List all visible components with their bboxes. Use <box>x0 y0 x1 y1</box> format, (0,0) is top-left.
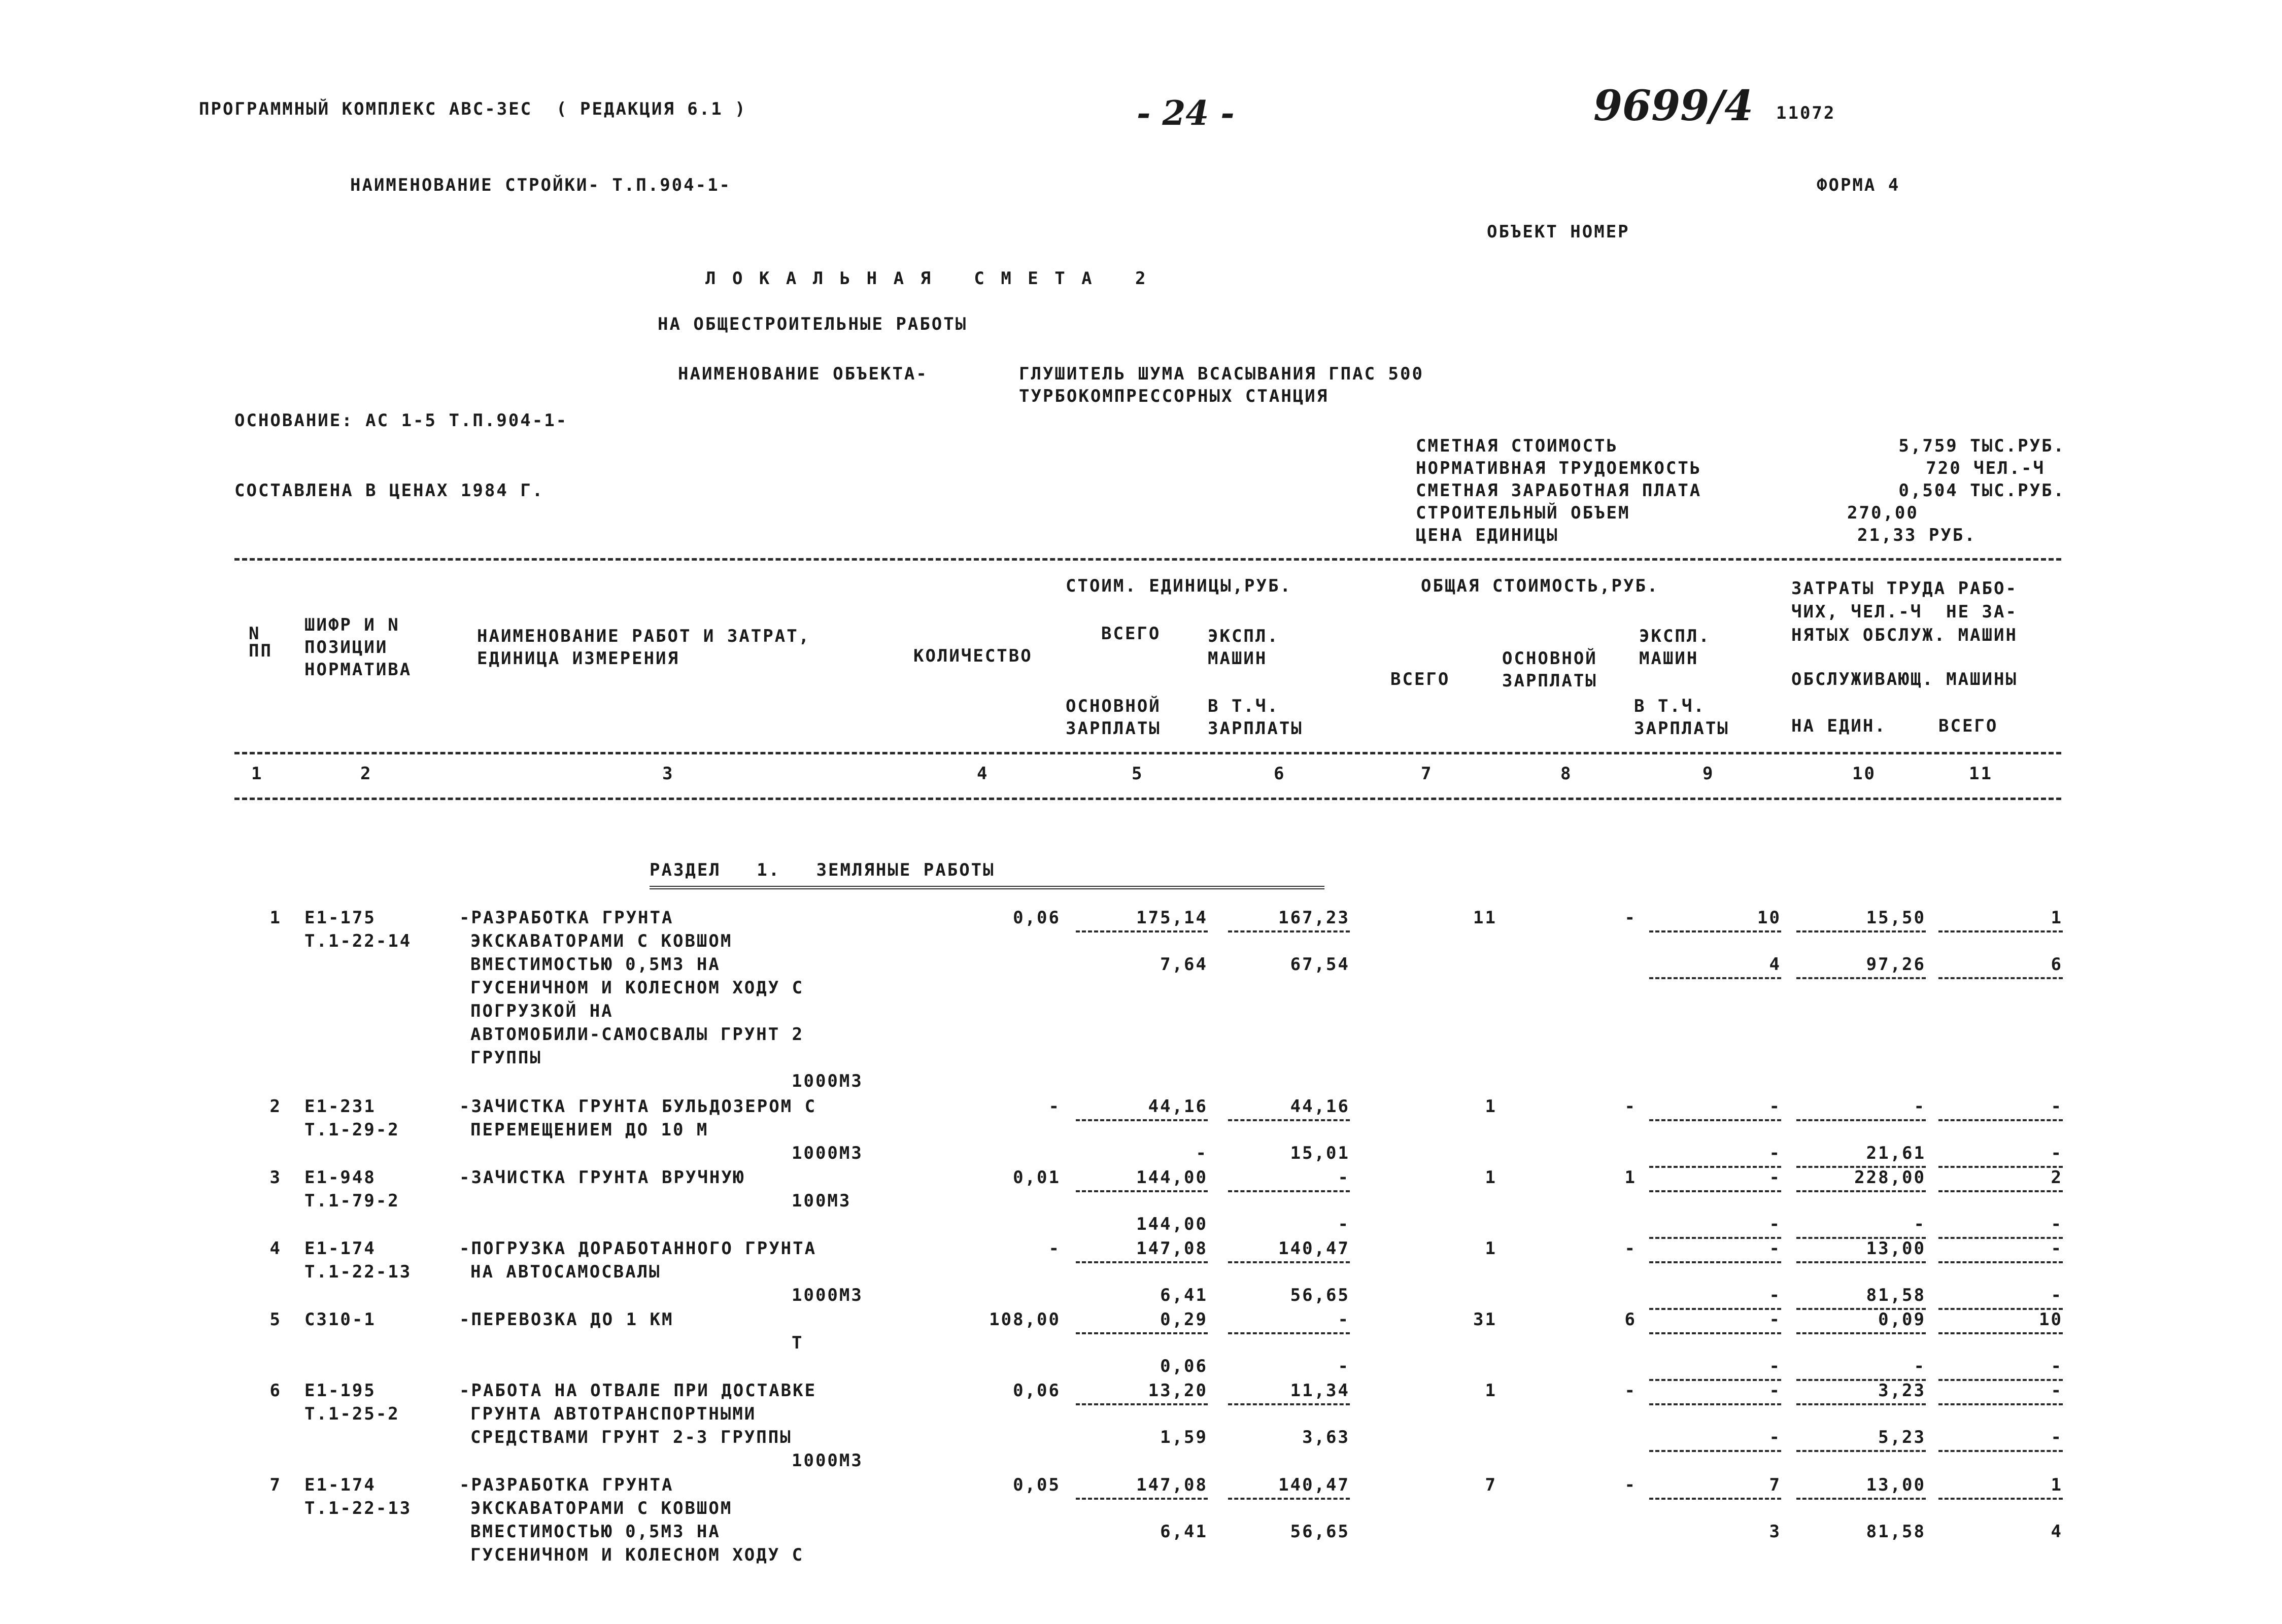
row-code: Е1-948 <box>304 1167 376 1188</box>
row-unit-incl-wage: 56,65 <box>1290 1285 1350 1305</box>
row-labor-per-unit: 3,23 <box>1878 1380 1926 1401</box>
row-unit-total: 0,29 <box>1160 1309 1208 1330</box>
row-description: ГРУНТА АВТОТРАНСПОРТНЫМИ <box>470 1404 757 1424</box>
row-code: Е1-174 <box>304 1475 376 1495</box>
cell-separator <box>1076 1332 1208 1334</box>
row-unit-machines: 140,47 <box>1278 1238 1350 1259</box>
column-number: 10 <box>1852 764 1876 784</box>
total-cost-machines-header: ЭКСПЛ. МАШИН <box>1639 626 1711 669</box>
col-name-header: НАИМЕНОВАНИЕ РАБОТ И ЗАТРАТ, ЕДИНИЦА ИЗМЕРЕНИЯ <box>477 626 811 669</box>
cell-separator <box>1938 1332 2063 1334</box>
row-total: 11 <box>1473 908 1497 928</box>
row-unit-incl-wage: 15,01 <box>1290 1143 1350 1163</box>
row-description: -РАБОТА НА ОТВАЛЕ ПРИ ДОСТАВКЕ <box>459 1380 817 1401</box>
price-level-line: СОСТАВЛЕНА В ЦЕНАХ 1984 Г. <box>234 480 544 501</box>
column-number: 11 <box>1969 764 1993 784</box>
row-unit-total: 175,14 <box>1136 908 1208 928</box>
row-description: ГУСЕНИЧНОМ И КОЛЕСНОМ ХОДУ С <box>470 978 804 998</box>
row-total-incl-wage: - <box>1769 1427 1781 1447</box>
cell-separator <box>1938 977 2063 979</box>
summary-value: 5,759 ТЫС.РУБ. <box>1898 436 2065 456</box>
row-labor-total: - <box>2051 1238 2063 1259</box>
row-labor-total: - <box>2051 1380 2063 1401</box>
row-code: С310-1 <box>304 1309 376 1330</box>
row-quantity: 0,05 <box>1013 1475 1061 1495</box>
row-description: -ЗАЧИСТКА ГРУНТА БУЛЬДОЗЕРОМ С <box>459 1096 817 1117</box>
row-total-wage: - <box>1624 1380 1637 1401</box>
row-description: ГУСЕНИЧНОМ И КОЛЕСНОМ ХОДУ С <box>470 1545 804 1565</box>
cell-separator <box>1938 1261 2063 1263</box>
cell-separator <box>1796 977 1926 979</box>
form-label: ФОРМА 4 <box>1817 175 1900 195</box>
row-total-machines: - <box>1769 1096 1781 1117</box>
summary-label: СТРОИТЕЛЬНЫЙ ОБЪЕМ <box>1416 503 1630 523</box>
summary-label: СМЕТНАЯ ЗАРАБОТНАЯ ПЛАТА <box>1416 480 1702 501</box>
total-cost-wage-header: ОСНОВНОЙ ЗАРПЛАТЫ <box>1502 648 1597 692</box>
row-total-machines: - <box>1769 1238 1781 1259</box>
cell-separator <box>1649 1379 1781 1381</box>
cell-separator <box>1796 1119 1926 1121</box>
column-number: 7 <box>1421 764 1433 784</box>
summary-value: 270,00 <box>1847 503 1919 523</box>
row-quantity: 0,06 <box>1013 908 1061 928</box>
row-machine-labor-total: - <box>2051 1285 2063 1305</box>
cell-separator <box>1228 1190 1350 1192</box>
row-unit: 1000М3 <box>792 1143 863 1163</box>
row-number: 5 <box>269 1309 282 1330</box>
row-machine-labor-total: - <box>2051 1214 2063 1234</box>
row-number: 7 <box>269 1475 282 1495</box>
row-total: 31 <box>1473 1309 1497 1330</box>
cell-separator <box>1649 1261 1781 1263</box>
row-labor-per-unit: 13,00 <box>1866 1475 1926 1495</box>
col-code-header: ШИФР И N ПОЗИЦИИ НОРМАТИВА <box>304 615 412 680</box>
row-description: НА АВТОСАМОСВАЛЫ <box>470 1262 661 1282</box>
row-code-ref: Т.1-25-2 <box>304 1404 400 1424</box>
row-quantity: 0,06 <box>1013 1380 1061 1401</box>
row-description: ПОГРУЗКОЙ НА <box>470 1001 614 1021</box>
row-description: -ПОГРУЗКА ДОРАБОТАННОГО ГРУНТА <box>459 1238 817 1259</box>
row-quantity: - <box>1048 1096 1061 1117</box>
estimate-subtitle: НА ОБЩЕСТРОИТЕЛЬНЫЕ РАБОТЫ <box>658 314 968 334</box>
object-number-label: ОБЪЕКТ НОМЕР <box>1487 222 1630 242</box>
row-machine-labor-per-unit: - <box>1914 1356 1926 1376</box>
basis-line: ОСНОВАНИЕ: АС 1-5 Т.П.904-1- <box>234 410 568 431</box>
cell-separator <box>1649 1498 1781 1500</box>
summary-label: ЦЕНА ЕДИНИЦЫ <box>1416 525 1559 545</box>
cell-separator <box>1228 930 1350 932</box>
labor-total-header: ВСЕГО <box>1938 716 1998 736</box>
row-total-wage: 6 <box>1624 1309 1637 1330</box>
cell-separator <box>1228 1261 1350 1263</box>
column-number: 6 <box>1274 764 1286 784</box>
row-machine-labor-per-unit: 81,58 <box>1866 1285 1926 1305</box>
row-unit-wage: 144,00 <box>1136 1214 1208 1234</box>
row-total: 1 <box>1485 1238 1497 1259</box>
cell-separator <box>1938 1237 2063 1239</box>
row-machine-labor-total: 6 <box>2051 954 2063 975</box>
page-number: - 24 - <box>1137 93 1235 133</box>
total-cost-total-header: ВСЕГО <box>1390 669 1450 689</box>
row-unit: 100М3 <box>792 1191 852 1211</box>
cell-separator <box>1076 1261 1208 1263</box>
cell-separator <box>1938 1498 2063 1500</box>
row-total-incl-wage: 3 <box>1769 1522 1781 1542</box>
row-unit-total: 44,16 <box>1148 1096 1208 1117</box>
row-unit-machines: 140,47 <box>1278 1475 1350 1495</box>
cell-separator <box>1649 977 1781 979</box>
row-unit-machines: - <box>1338 1309 1350 1330</box>
row-quantity: - <box>1048 1238 1061 1259</box>
cell-separator <box>1228 1403 1350 1405</box>
row-total-machines: - <box>1769 1309 1781 1330</box>
row-description: -РАЗРАБОТКА ГРУНТА <box>459 908 674 928</box>
row-total: 1 <box>1485 1096 1497 1117</box>
cell-separator <box>1228 1119 1350 1121</box>
column-number: 4 <box>977 764 989 784</box>
row-unit-machines: - <box>1338 1167 1350 1188</box>
row-machine-labor-total: - <box>2051 1427 2063 1447</box>
row-unit-machines: 44,16 <box>1290 1096 1350 1117</box>
row-labor-per-unit: 0,09 <box>1878 1309 1926 1330</box>
row-unit-machines: 11,34 <box>1290 1380 1350 1401</box>
row-unit: 1000М3 <box>792 1285 863 1305</box>
cell-separator <box>1649 1237 1781 1239</box>
handwritten-reference: 9699/4 <box>1593 82 1754 130</box>
row-total-incl-wage: 4 <box>1769 954 1781 975</box>
row-description: ЭКСКАВАТОРАМИ С КОВШОМ <box>470 1498 733 1518</box>
row-unit-total: 144,00 <box>1136 1167 1208 1188</box>
section-title: РАЗДЕЛ 1. ЗЕМЛЯНЫЕ РАБОТЫ <box>650 860 995 880</box>
program-title: ПРОГРАММНЫЙ КОМПЛЕКС АВС-ЗЕС ( РЕДАКЦИЯ 6.1 ) <box>199 99 747 119</box>
row-number: 1 <box>269 908 282 928</box>
labor-sub-header: ОБСЛУЖИВАЮЩ. МАШИНЫ <box>1791 669 2018 689</box>
row-unit-total: 147,08 <box>1136 1238 1208 1259</box>
row-total-wage: 1 <box>1624 1167 1637 1188</box>
row-machine-labor-per-unit: - <box>1914 1214 1926 1234</box>
unit-cost-machines-header: ЭКСПЛ. МАШИН <box>1208 626 1279 669</box>
cell-separator <box>1938 930 2063 932</box>
row-number: 3 <box>269 1167 282 1188</box>
header-rule-mid <box>234 752 2061 754</box>
row-unit-total: 147,08 <box>1136 1475 1208 1495</box>
labor-per-unit-header: НА ЕДИН. <box>1791 716 1887 736</box>
cell-separator <box>1076 930 1208 932</box>
row-quantity: 0,01 <box>1013 1167 1061 1188</box>
row-total-machines: - <box>1769 1380 1781 1401</box>
row-total-machines: 10 <box>1757 908 1781 928</box>
row-labor-per-unit: 13,00 <box>1866 1238 1926 1259</box>
row-code-ref: Т.1-22-14 <box>304 931 412 951</box>
cell-separator <box>1076 1403 1208 1405</box>
summary-label: СМЕТНАЯ СТОИМОСТЬ <box>1416 436 1618 456</box>
row-machine-labor-total: - <box>2051 1143 2063 1163</box>
row-total-wage: - <box>1624 908 1637 928</box>
row-code: Е1-195 <box>304 1380 376 1401</box>
document-code: 11072 <box>1776 103 1836 123</box>
row-labor-per-unit: 228,00 <box>1854 1167 1926 1188</box>
row-code: Е1-175 <box>304 908 376 928</box>
cell-separator <box>1938 1450 2063 1452</box>
row-total-wage: - <box>1624 1096 1637 1117</box>
row-total-incl-wage: - <box>1769 1143 1781 1163</box>
summary-label: НОРМАТИВНАЯ ТРУДОЕМКОСТЬ <box>1416 458 1702 478</box>
summary-value: 720 ЧЕЛ.-Ч <box>1926 458 2045 478</box>
row-description: ПЕРЕМЕЩЕНИЕМ ДО 10 М <box>470 1120 709 1140</box>
row-machine-labor-per-unit: 81,58 <box>1866 1522 1926 1542</box>
row-number: 6 <box>269 1380 282 1401</box>
row-machine-labor-per-unit: 97,26 <box>1866 954 1926 975</box>
row-code-ref: Т.1-29-2 <box>304 1120 400 1140</box>
row-total-wage: - <box>1624 1238 1637 1259</box>
row-code-ref: Т.1-22-13 <box>304 1262 412 1282</box>
cell-separator <box>1938 1190 2063 1192</box>
row-total: 1 <box>1485 1167 1497 1188</box>
row-unit-incl-wage: 56,65 <box>1290 1522 1350 1542</box>
row-number: 4 <box>269 1238 282 1259</box>
row-unit-wage: 6,41 <box>1160 1522 1208 1542</box>
column-number: 2 <box>360 764 372 784</box>
section-underline <box>650 886 1324 889</box>
row-labor-per-unit: - <box>1914 1096 1926 1117</box>
row-labor-total: 1 <box>2051 908 2063 928</box>
cell-separator <box>1938 1119 2063 1121</box>
unit-cost-total-header: ВСЕГО <box>1101 624 1161 644</box>
row-unit-incl-wage: 67,54 <box>1290 954 1350 975</box>
labor-header: ЗАТРАТЫ ТРУДА РАБО- ЧИХ, ЧЕЛ.-Ч НЕ ЗА- НЯТЫХ ОБСЛУЖ. МАШИН <box>1791 578 2018 645</box>
row-labor-total: 10 <box>2039 1309 2063 1330</box>
cell-separator <box>1796 930 1926 932</box>
column-number: 5 <box>1132 764 1144 784</box>
row-total-incl-wage: - <box>1769 1285 1781 1305</box>
object-name-line1: ГЛУШИТЕЛЬ ШУМА ВСАСЫВАНИЯ ГПАС 500 <box>1019 364 1424 384</box>
row-unit-total: 13,20 <box>1148 1380 1208 1401</box>
row-unit-wage: 6,41 <box>1160 1285 1208 1305</box>
row-machine-labor-per-unit: 5,23 <box>1878 1427 1926 1447</box>
row-labor-total: - <box>2051 1096 2063 1117</box>
row-quantity: 108,00 <box>989 1309 1061 1330</box>
col-number-header: N ПП <box>249 624 273 661</box>
row-unit-incl-wage: 3,63 <box>1302 1427 1350 1447</box>
row-code: Е1-174 <box>304 1238 376 1259</box>
row-description: ГРУППЫ <box>470 1048 542 1068</box>
cell-separator <box>1938 1403 2063 1405</box>
summary-value: 0,504 ТЫС.РУБ. <box>1898 480 2065 501</box>
row-unit-machines: 167,23 <box>1278 908 1350 928</box>
cell-separator <box>1796 1261 1926 1263</box>
row-unit-wage: 0,06 <box>1160 1356 1208 1376</box>
cell-separator <box>1076 1119 1208 1121</box>
cell-separator <box>1649 930 1781 932</box>
cell-separator <box>1796 1332 1926 1334</box>
row-description: -ПЕРЕВОЗКА ДО 1 КМ <box>459 1309 674 1330</box>
row-total-machines: - <box>1769 1167 1781 1188</box>
cell-separator <box>1649 1190 1781 1192</box>
cell-separator <box>1649 1332 1781 1334</box>
total-cost-header: ОБЩАЯ СТОИМОСТЬ,РУБ. <box>1421 576 1659 596</box>
col-quantity-header: КОЛИЧЕСТВО <box>913 646 1033 666</box>
row-total-incl-wage: - <box>1769 1214 1781 1234</box>
cell-separator <box>1076 1190 1208 1192</box>
row-total-incl-wage: - <box>1769 1356 1781 1376</box>
row-unit-incl-wage: - <box>1338 1356 1350 1376</box>
construction-name: НАИМЕНОВАНИЕ СТРОЙКИ- Т.П.904-1- <box>350 175 732 195</box>
cell-separator <box>1938 1379 2063 1381</box>
row-unit-wage: 1,59 <box>1160 1427 1208 1447</box>
column-number: 3 <box>662 764 674 784</box>
cell-separator <box>1796 1450 1926 1452</box>
cell-separator <box>1649 1119 1781 1121</box>
cell-separator <box>1649 1308 1781 1310</box>
row-unit: 1000М3 <box>792 1450 863 1471</box>
cell-separator <box>1649 1450 1781 1452</box>
cell-separator <box>1796 1498 1926 1500</box>
cell-separator <box>1228 1498 1350 1500</box>
row-description: -ЗАЧИСТКА ГРУНТА ВРУЧНУЮ <box>459 1167 745 1188</box>
unit-cost-wage-header: ОСНОВНОЙ ЗАРПЛАТЫ <box>1066 696 1161 739</box>
column-number: 9 <box>1702 764 1715 784</box>
row-labor-total: 1 <box>2051 1475 2063 1495</box>
row-unit: 1000М3 <box>792 1071 863 1091</box>
row-machine-labor-total: 4 <box>2051 1522 2063 1542</box>
cell-separator <box>1076 1498 1208 1500</box>
column-number: 8 <box>1560 764 1573 784</box>
row-total: 7 <box>1485 1475 1497 1495</box>
row-unit: Т <box>792 1333 804 1353</box>
row-description: ВМЕСТИМОСТЬЮ 0,5М3 НА <box>470 954 721 975</box>
unit-cost-incl-wage-header: В Т.Ч. ЗАРПЛАТЫ <box>1208 696 1303 739</box>
row-description: -РАЗРАБОТКА ГРУНТА <box>459 1475 674 1495</box>
cell-separator <box>1649 1166 1781 1168</box>
total-cost-incl-wage-header: В Т.Ч. ЗАРПЛАТЫ <box>1634 696 1729 739</box>
header-rule-top <box>234 558 2061 561</box>
cell-separator <box>1649 1403 1781 1405</box>
row-number: 2 <box>269 1096 282 1117</box>
row-labor-per-unit: 15,50 <box>1866 908 1926 928</box>
row-total: 1 <box>1485 1380 1497 1401</box>
row-total-wage: - <box>1624 1475 1637 1495</box>
row-labor-total: 2 <box>2051 1167 2063 1188</box>
row-unit-wage: - <box>1196 1143 1208 1163</box>
row-machine-labor-per-unit: 21,61 <box>1866 1143 1926 1163</box>
estimate-title: Л О К А Л Ь Н А Я С М Е Т А 2 <box>705 268 1149 289</box>
row-machine-labor-total: - <box>2051 1356 2063 1376</box>
cell-separator <box>1796 1190 1926 1192</box>
object-label: НАИМЕНОВАНИЕ ОБЪЕКТА- <box>678 364 928 384</box>
summary-value: 21,33 РУБ. <box>1857 525 1977 545</box>
row-total-machines: 7 <box>1769 1475 1781 1495</box>
header-rule-bottom <box>234 798 2061 800</box>
cell-separator <box>1796 1403 1926 1405</box>
cell-separator <box>1938 1166 2063 1168</box>
row-code-ref: Т.1-22-13 <box>304 1498 412 1518</box>
object-name-line2: ТУРБОКОМПРЕССОРНЫХ СТАНЦИЯ <box>1019 386 1329 406</box>
row-description: АВТОМОБИЛИ-САМОСВАЛЫ ГРУНТ 2 <box>470 1024 804 1045</box>
row-unit-incl-wage: - <box>1338 1214 1350 1234</box>
row-description: ЭКСКАВАТОРАМИ С КОВШОМ <box>470 931 733 951</box>
row-code: Е1-231 <box>304 1096 376 1117</box>
cell-separator <box>1228 1332 1350 1334</box>
row-code-ref: Т.1-79-2 <box>304 1191 400 1211</box>
row-description: ВМЕСТИМОСТЬЮ 0,5М3 НА <box>470 1522 721 1542</box>
row-unit-wage: 7,64 <box>1160 954 1208 975</box>
row-description: СРЕДСТВАМИ ГРУНТ 2-3 ГРУППЫ <box>470 1427 792 1447</box>
unit-cost-header: СТОИМ. ЕДИНИЦЫ,РУБ. <box>1066 576 1292 596</box>
column-number: 1 <box>251 764 263 784</box>
